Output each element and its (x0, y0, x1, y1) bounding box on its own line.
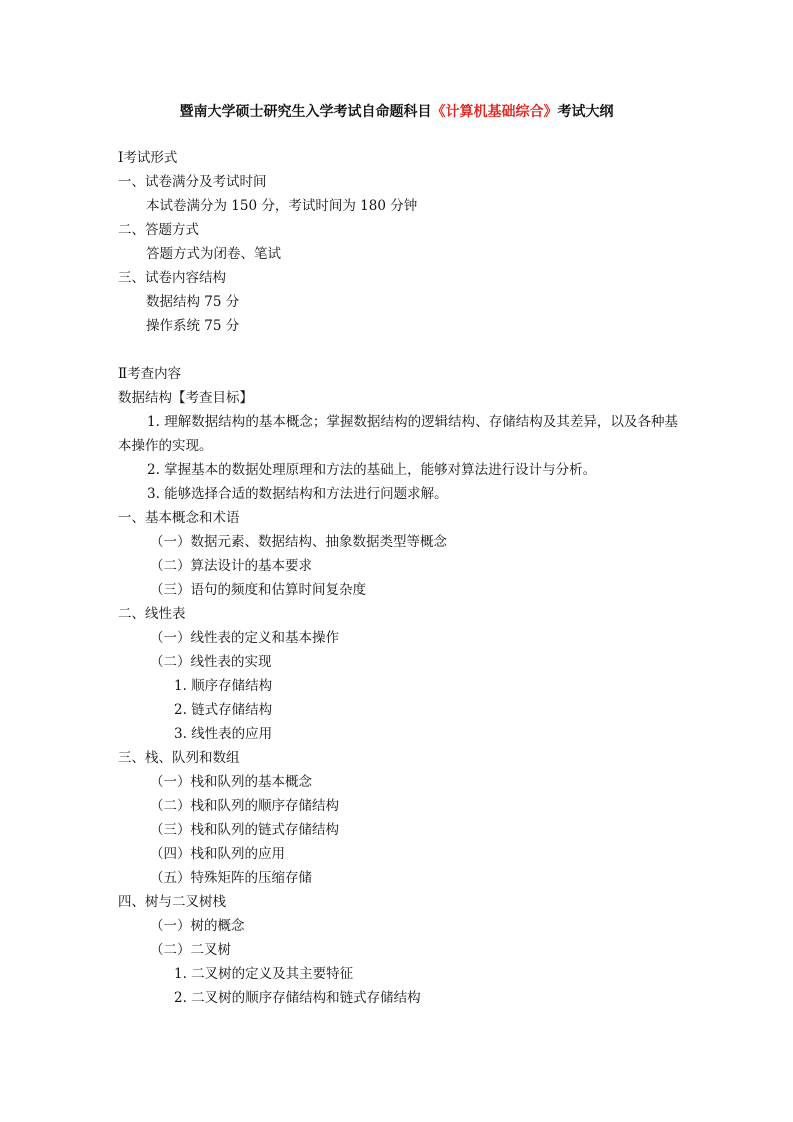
outline-item: （一）栈和队列的基本概念 (150, 774, 312, 790)
outline-item: （一）树的概念 (150, 918, 245, 934)
subheading-goals: 数据结构【考查目标】 (118, 390, 253, 406)
outline-item: 答题方式为闭卷、笔试 (146, 246, 281, 262)
document-body (118, 146, 678, 1010)
outline-item: 数据结构 75 分 (146, 294, 240, 310)
goal-item: 1. 理解数据结构的基本概念；掌握数据结构的逻辑结构、存储结构及其差异，以及各种基本操作的实现。 (118, 414, 678, 454)
outline-item: 二、答题方式 (118, 222, 199, 238)
title-prefix: 暨南大学硕士研究生入学考试自命题科目 (179, 104, 432, 120)
outline-item: （二）栈和队列的顺序存储结构 (150, 798, 339, 814)
outline-item: 二、线性表 (118, 606, 186, 622)
outline-item: （二）线性表的实现 (150, 654, 272, 670)
outline-item: 2. 二叉树的顺序存储结构和链式存储结构 (174, 990, 421, 1006)
goal-item: 2. 掌握基本的数据处理原理和方法的基础上，能够对算法进行设计与分析。 (147, 462, 597, 478)
outline-item: 一、试卷满分及考试时间 (118, 174, 267, 190)
outline-item: 2. 链式存储结构 (174, 702, 273, 718)
outline-item: （二）算法设计的基本要求 (150, 558, 312, 574)
spacer (118, 338, 678, 362)
section-heading-content: Ⅱ考查内容 (118, 366, 182, 382)
outline-item: 一、基本概念和术语 (118, 510, 240, 526)
outline-item: 三、试卷内容结构 (118, 270, 226, 286)
outline-item: 四、树与二叉树栈 (118, 894, 226, 910)
outline-item: 1. 二叉树的定义及其主要特征 (174, 966, 354, 982)
outline-item: （三）语句的频度和估算时间复杂度 (150, 582, 366, 598)
outline-item: 3. 线性表的应用 (174, 726, 273, 742)
outline-item: 三、栈、队列和数组 (118, 750, 240, 766)
exam-format-list (118, 170, 678, 338)
title-subject: 《计算机基础综合》 (431, 104, 558, 120)
outline-item: 本试卷满分为 150 分，考试时间为 180 分钟 (146, 198, 418, 214)
outline-item: （一）数据元素、数据结构、抽象数据类型等概念 (150, 534, 447, 550)
outline-item: （四）栈和队列的应用 (150, 846, 285, 862)
outline-item: 操作系统 75 分 (146, 318, 240, 334)
title-suffix: 考试大纲 (557, 104, 614, 120)
outline-item: （三）栈和队列的链式存储结构 (150, 822, 339, 838)
document-title (0, 101, 793, 121)
goal-item: 3. 能够选择合适的数据结构和方法进行问题求解。 (147, 486, 448, 502)
content-outline-list (118, 506, 678, 1010)
outline-item: （五）特殊矩阵的压缩存储 (150, 870, 312, 886)
outline-item: 1. 顺序存储结构 (174, 678, 273, 694)
outline-item: （二）二叉树 (150, 942, 231, 958)
section-heading-exam-format: Ⅰ考试形式 (118, 150, 178, 166)
outline-item: （一）线性表的定义和基本操作 (150, 630, 339, 646)
